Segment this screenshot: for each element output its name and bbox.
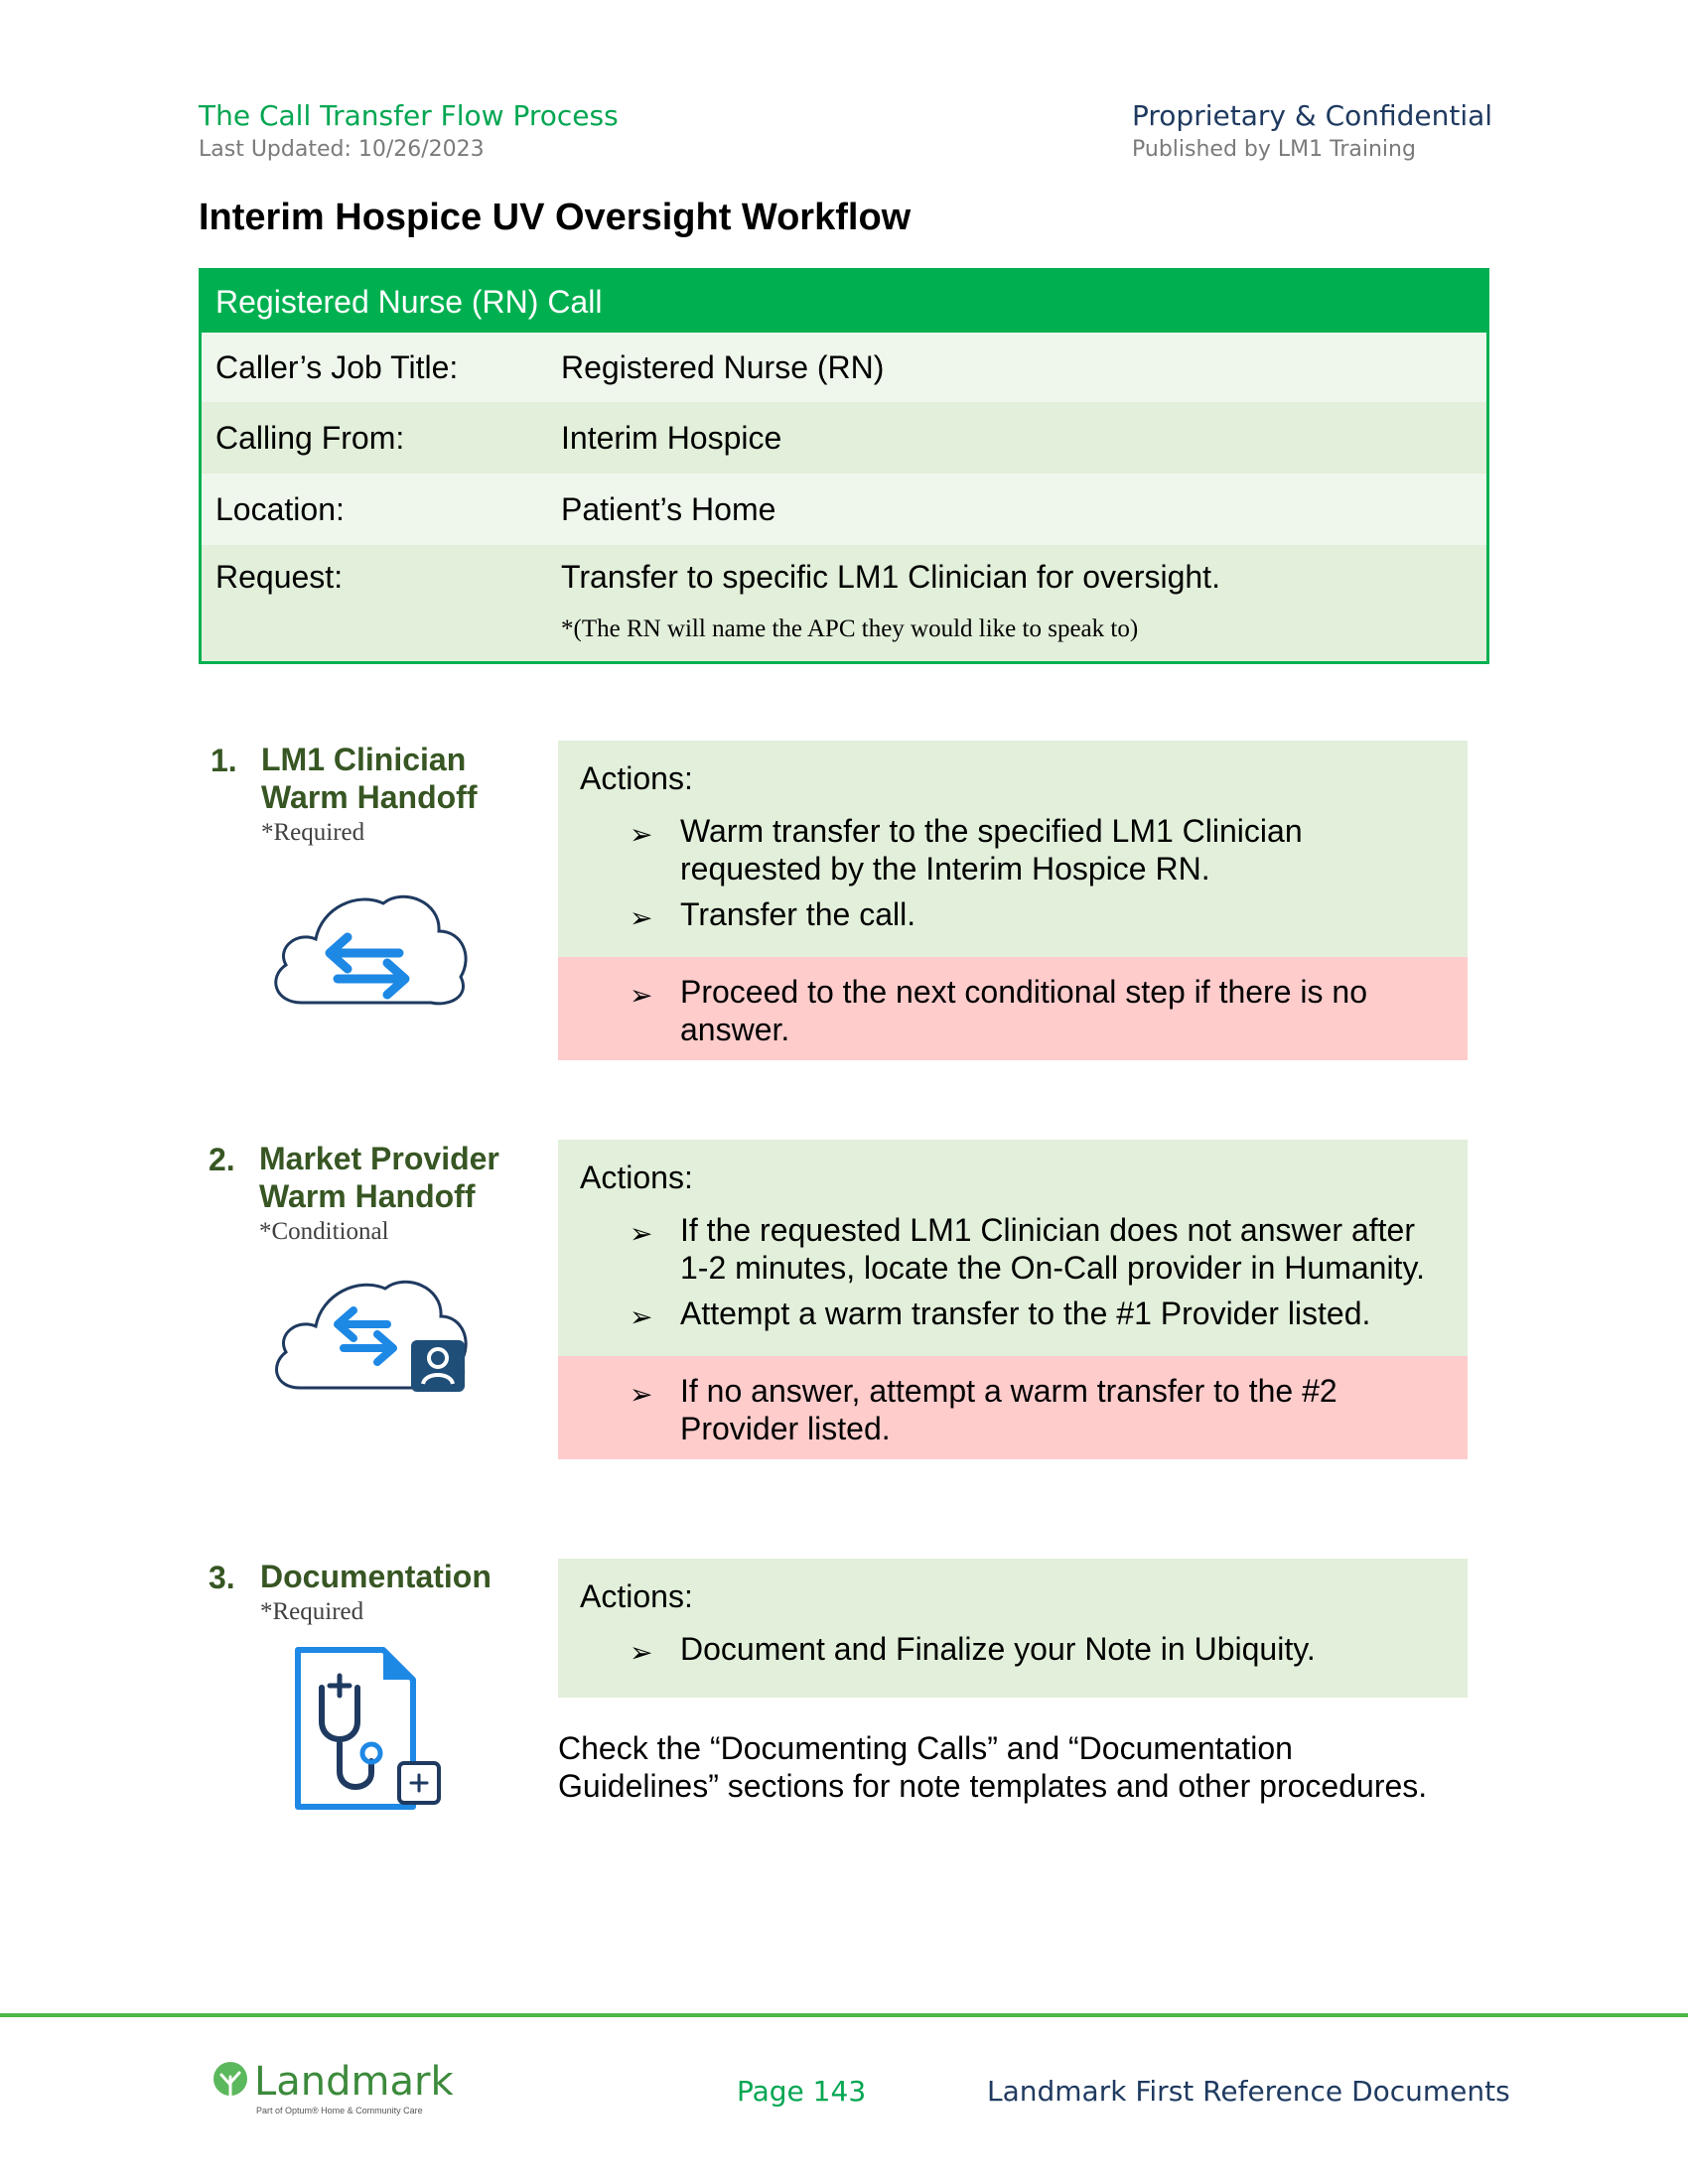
step-1-number: 1. <box>211 743 237 778</box>
step-3-actions-box <box>558 1559 1468 1698</box>
row-value-group <box>561 559 1486 661</box>
cloud-transfer-user-icon <box>268 1263 477 1398</box>
page-title: Interim Hospice UV Oversight Workflow <box>199 197 912 238</box>
action-item <box>680 1372 1337 1447</box>
arrow-bullet-icon: ➢ <box>630 980 653 1011</box>
action-line: If no answer, attempt a warm transfer to the #2 <box>680 1373 1337 1409</box>
step-1-title-line2: Warm Handoff <box>261 779 478 815</box>
step-1-title-line1: LM1 Clinician <box>261 742 467 777</box>
step-1-fallback-box <box>558 957 1468 1060</box>
arrow-bullet-icon: ➢ <box>630 1637 653 1668</box>
arrow-bullet-icon: ➢ <box>630 1301 653 1332</box>
step-2-requirement: *Conditional <box>259 1218 389 1245</box>
page-number: Page 143 <box>737 2075 867 2108</box>
step-1-actions-box <box>558 741 1468 957</box>
call-info-table <box>199 268 1489 664</box>
cloud-transfer-icon <box>264 882 473 1021</box>
actions-label: Actions: <box>580 1160 693 1195</box>
row-label: Location: <box>215 491 345 527</box>
table-row <box>202 545 1486 661</box>
step-1-requirement: *Required <box>261 819 365 846</box>
row-value: Registered Nurse (RN) <box>561 349 885 385</box>
row-label: Request: <box>215 559 344 595</box>
step-3-number: 3. <box>209 1560 235 1595</box>
step-3-title: Documentation <box>260 1559 492 1594</box>
arrow-bullet-icon: ➢ <box>630 1218 653 1249</box>
row-value: Patient’s Home <box>561 491 776 527</box>
step-2-number: 2. <box>209 1142 235 1177</box>
publisher-label: Published by LM1 Training <box>1132 137 1416 162</box>
action-line: Proceed to the next conditional step if there is no <box>680 974 1367 1010</box>
row-label: Caller’s Job Title: <box>215 349 459 385</box>
action-item <box>680 1211 1425 1287</box>
documentation-note <box>558 1729 1501 1805</box>
row-label: Calling From: <box>215 420 405 456</box>
action-item: Transfer the call. <box>680 896 916 932</box>
arrow-bullet-icon: ➢ <box>630 819 653 850</box>
action-item <box>680 812 1303 887</box>
step-2-fallback-box <box>558 1356 1468 1459</box>
action-item: Document and Finalize your Note in Ubiquity. <box>680 1631 1316 1667</box>
action-item: Attempt a warm transfer to the #1 Provider listed. <box>680 1296 1371 1331</box>
action-line: Warm transfer to the specified LM1 Clinician <box>680 813 1303 849</box>
footer-divider <box>0 2013 1688 2017</box>
step-2-title <box>259 1140 499 1215</box>
call-info-heading: Registered Nurse (RN) Call <box>202 271 1486 333</box>
footer-reference: Landmark First Reference Documents <box>987 2075 1510 2108</box>
table-row <box>202 333 1486 402</box>
medical-document-icon <box>292 1646 451 1811</box>
landmark-tagline: Part of Optum® Home & Community Care <box>256 2106 423 2116</box>
action-line: 1-2 minutes, locate the On-Call provider in Humanity. <box>680 1250 1425 1286</box>
actions-label: Actions: <box>580 1578 693 1614</box>
documentation-note-line: Guidelines” sections for note templates and other procedures. <box>558 1768 1428 1804</box>
landmark-logo: Landmark <box>254 2059 454 2105</box>
step-2-actions-box <box>558 1140 1468 1356</box>
landmark-tree-icon <box>211 2061 250 2105</box>
row-value: Transfer to specific LM1 Clinician for oversight. <box>561 559 1220 595</box>
arrow-bullet-icon: ➢ <box>630 902 653 933</box>
row-value: Interim Hospice <box>561 420 782 456</box>
step-2-title-line1: Market Provider <box>259 1141 499 1176</box>
actions-label: Actions: <box>580 760 693 796</box>
action-line: If the requested LM1 Clinician does not answer after <box>680 1212 1415 1248</box>
document-title: The Call Transfer Flow Process <box>199 99 619 132</box>
action-line: answer. <box>680 1012 790 1047</box>
table-row <box>202 402 1486 474</box>
arrow-bullet-icon: ➢ <box>630 1379 653 1410</box>
confidential-label: Proprietary & Confidential <box>1132 99 1493 132</box>
action-line: requested by the Interim Hospice RN. <box>680 851 1210 887</box>
row-note: *(The RN will name the APC they would like to speak to) <box>561 615 1139 642</box>
action-item <box>680 973 1367 1048</box>
documentation-note-line: Check the “Documenting Calls” and “Documentation <box>558 1730 1293 1766</box>
table-row <box>202 474 1486 545</box>
step-3-requirement: *Required <box>260 1598 364 1625</box>
step-2-title-line2: Warm Handoff <box>259 1178 476 1214</box>
action-line: Provider listed. <box>680 1411 891 1446</box>
last-updated: Last Updated: 10/26/2023 <box>199 137 485 162</box>
step-1-title <box>261 741 477 816</box>
